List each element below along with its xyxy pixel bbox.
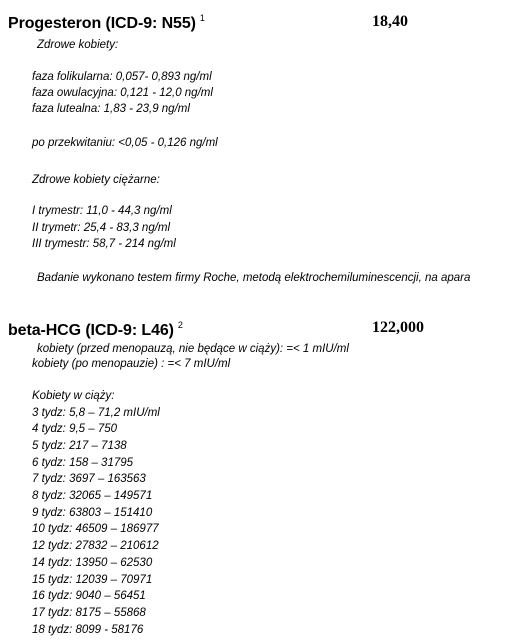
progesterone-ref-line: faza owulacyjna: 0,121 - 12,0 ng/ml	[32, 87, 213, 99]
progesterone-footnote: 1	[199, 13, 205, 23]
hcg-name-text: beta-HCG (ICD-9: L46)	[8, 322, 174, 339]
hcg-ref-line: 8 tydz: 32065 – 149571	[32, 490, 153, 502]
hcg-ref-line: 5 tydz: 217 – 7138	[32, 440, 127, 452]
hcg-ref-line: 6 tydz: 158 – 31795	[32, 457, 134, 469]
hcg-ref-line: 9 tydz: 63803 – 151410	[32, 507, 153, 519]
progesterone-ref-line: po przekwitaniu: <0,05 - 0,126 ng/ml	[32, 137, 218, 149]
hcg-ref-line: 4 tydz: 9,5 – 750	[32, 423, 118, 435]
hcg-ref-line: kobiety (przed menopauzą, nie będące w ciąży): =< 1 mIU/ml	[37, 343, 349, 355]
progesterone-name-text: Progesteron (ICD-9: N55)	[8, 15, 196, 32]
progesterone-ref-line: I trymestr: 11,0 - 44,3 ng/ml	[32, 205, 172, 217]
hcg-ref-heading: Kobiety w ciąży:	[32, 390, 115, 402]
hcg-ref-line: 14 tydz: 13950 – 62530	[32, 557, 153, 569]
hcg-ref-line: 17 tydz: 8175 – 55868	[32, 607, 146, 619]
hcg-ref-line: 15 tydz: 12039 – 70971	[32, 574, 153, 586]
hcg-ref-line: 18 tydz: 8099 - 58176	[32, 624, 144, 636]
hcg-footnote: 2	[177, 320, 183, 330]
hcg-ref-line: 12 tydz: 27832 – 210612	[32, 540, 159, 552]
progesterone-ref-line: III trymestr: 58,7 - 214 ng/ml	[32, 238, 176, 250]
progesterone-ref-line: II trymetr: 25,4 - 83,3 ng/ml	[32, 222, 171, 234]
progesterone-ref-line: faza folikularna: 0,057- 0,893 ng/ml	[32, 71, 212, 83]
hcg-result: 122,000	[372, 319, 424, 336]
hcg-ref-line: 7 tydz: 3697 – 163563	[32, 473, 146, 485]
progesterone-ref-heading: Zdrowe kobiety ciężarne:	[32, 174, 160, 186]
hcg-test-name	[8, 316, 183, 340]
progesterone-method-note: Badanie wykonano testem firmy Roche, metodą elektrochemiluminescencji, na apara	[37, 272, 471, 284]
hcg-ref-line: kobiety (po menopauzie) : =< 7 mIU/ml	[32, 358, 231, 370]
hcg-ref-line: 3 tydz: 5,8 – 71,2 mIU/ml	[32, 407, 160, 419]
progesterone-ref-line: faza lutealna: 1,83 - 23,9 ng/ml	[32, 103, 190, 115]
hcg-ref-line: 16 tydz: 9040 – 56451	[32, 590, 146, 602]
progesterone-ref-heading: Zdrowe kobiety:	[37, 39, 119, 51]
hcg-ref-line: 10 tydz: 46509 – 186977	[32, 523, 159, 535]
progesterone-test-name	[8, 9, 205, 33]
progesterone-result: 18,40	[372, 13, 408, 30]
